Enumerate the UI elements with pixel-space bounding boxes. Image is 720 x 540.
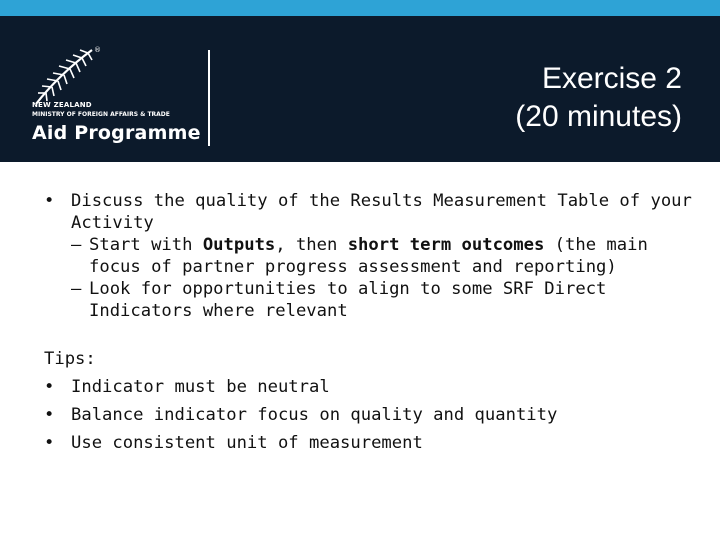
sub1-bold-outputs: Outputs — [202, 235, 276, 255]
tip-item — [44, 432, 694, 454]
logo-country: NEW ZEALAND — [32, 101, 92, 109]
bullet-mark: • — [44, 405, 55, 425]
silver-fern-icon — [30, 46, 102, 108]
bullet-mark: • — [44, 191, 55, 211]
main-bullet-text: Discuss the quality of the Results Measurement Table of your Activity — [71, 191, 692, 233]
sub-bullet-2 — [44, 278, 694, 322]
title-line-1: Exercise 2 — [541, 62, 682, 95]
header-divider — [208, 50, 210, 146]
main-bullet — [44, 190, 694, 234]
top-accent-stripe — [0, 0, 720, 16]
logo-programme: Aid Programme — [32, 122, 201, 144]
title-line-2: (20 minutes) — [515, 100, 682, 133]
slide-content — [44, 190, 694, 454]
sub1-bold-outcomes: short term outcomes — [347, 235, 545, 255]
tip-item — [44, 404, 694, 426]
sub-bullet-1 — [44, 234, 694, 278]
tip-text: Indicator must be neutral — [71, 377, 330, 397]
tips-label: Tips: — [44, 349, 96, 369]
logo-ministry: MINISTRY OF FOREIGN AFFAIRS & TRADE — [32, 111, 170, 118]
tip-text: Balance indicator focus on quality and quantity — [71, 405, 558, 425]
dash-mark: – — [71, 279, 82, 299]
nz-aid-logo — [30, 46, 201, 156]
slide-title — [515, 60, 682, 136]
sub1-pre: Start with — [89, 235, 203, 255]
bullet-mark: • — [44, 433, 55, 453]
sub1-post: (the main focus of partner progress assessment and reporting) — [89, 235, 648, 277]
dash-mark: – — [71, 235, 82, 255]
bullet-mark: • — [44, 377, 55, 397]
sub1-mid: , then — [275, 235, 348, 255]
header-band — [0, 16, 720, 162]
registered-mark: ® — [94, 46, 101, 54]
sub2-text: Look for opportunities to align to some SRF Direct Indicators where relevant — [89, 279, 607, 321]
tip-text: Use consistent unit of measurement — [71, 433, 423, 453]
tip-item — [44, 376, 694, 398]
